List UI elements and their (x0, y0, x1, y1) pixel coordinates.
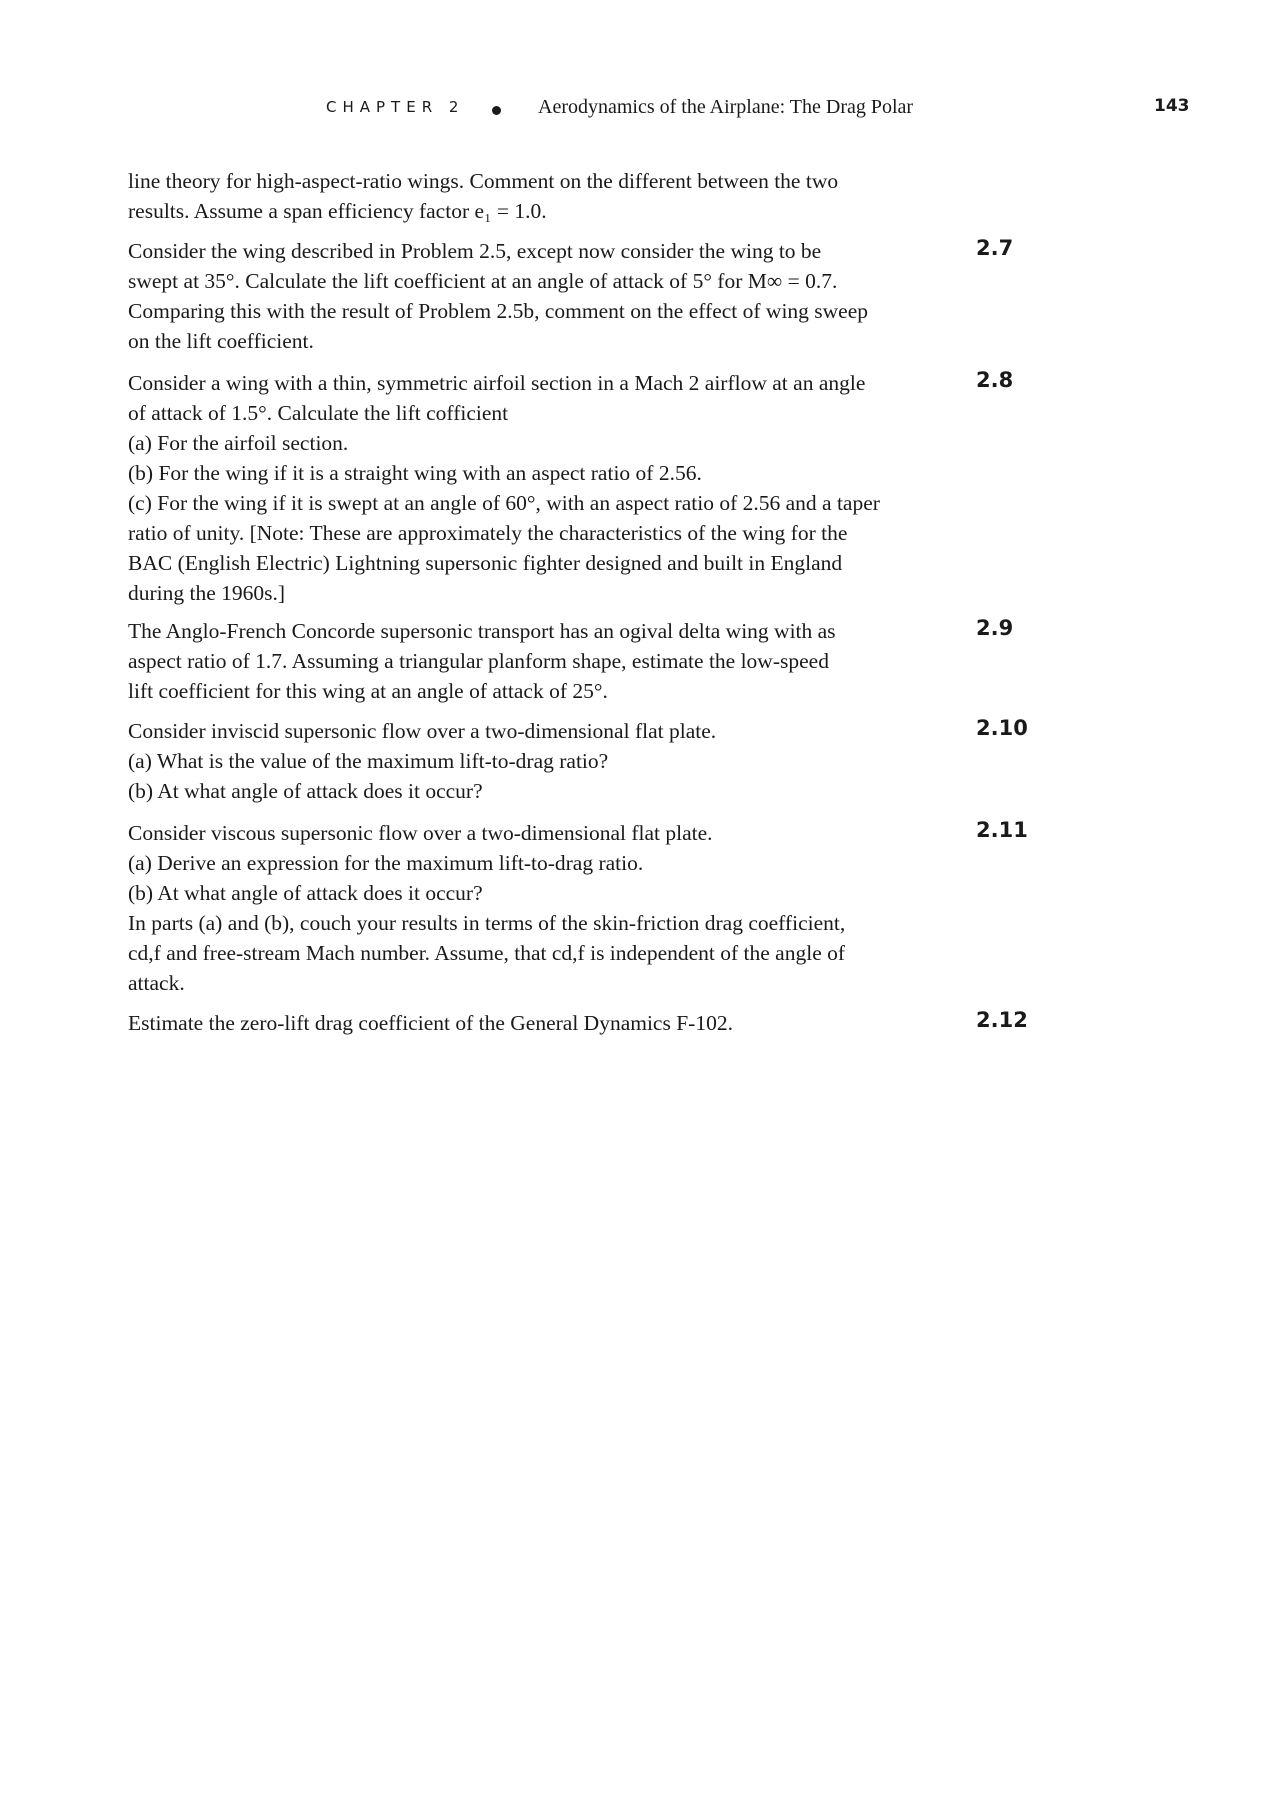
problem-line: swept at 35°. Calculate the lift coefficient at an angle of attack of 5° for M∞ = 0.7. (128, 269, 838, 293)
problem-continuation (128, 166, 948, 226)
problem-line: Consider a wing with a thin, symmetric airfoil section in a Mach 2 airflow at an angle (128, 371, 866, 395)
problem-line: lift coefficient for this wing at an angle of attack of 25°. (128, 679, 608, 703)
problem-line: (a) For the airfoil section. (128, 431, 349, 455)
running-header (0, 96, 1275, 124)
problem-number: 2.9 (976, 616, 1014, 640)
problem-2-7 (128, 236, 948, 356)
problem-line: Estimate the zero-lift drag coefficient of the General Dynamics F-102. (128, 1011, 733, 1035)
problem-line: In parts (a) and (b), couch your results in terms of the skin-friction drag coefficient, (128, 911, 846, 935)
problem-line: during the 1960s.] (128, 581, 286, 605)
problem-line: (b) For the wing if it is a straight wing with an aspect ratio of 2.56. (128, 461, 702, 485)
problem-line: cd,f and free-stream Mach number. Assume, that cd,f is independent of the angle of (128, 941, 846, 965)
problem-line: on the lift coefficient. (128, 329, 314, 353)
problem-line: aspect ratio of 1.7. Assuming a triangular planform shape, estimate the low-speed (128, 649, 829, 673)
problem-line: of attack of 1.5°. Calculate the lift cofficient (128, 401, 509, 425)
problem-2-9 (128, 616, 948, 706)
problem-line: Consider viscous supersonic flow over a two-dimensional flat plate. (128, 821, 713, 845)
problem-number: 2.10 (976, 716, 1028, 740)
problem-number: 2.7 (976, 236, 1014, 260)
problem-number: 2.12 (976, 1008, 1028, 1032)
problem-line: (b) At what angle of attack does it occur? (128, 779, 483, 803)
problem-line: attack. (128, 971, 185, 995)
problem-line: ratio of unity. [Note: These are approximately the characteristics of the wing for the (128, 521, 848, 545)
problem-line: The Anglo-French Concorde supersonic transport has an ogival delta wing with as (128, 619, 836, 643)
chapter-title: Aerodynamics of the Airplane: The Drag Polar (538, 96, 914, 118)
problem-line: Comparing this with the result of Problem 2.5b, comment on the effect of wing sweep (128, 299, 869, 323)
problem-line: (c) For the wing if it is swept at an angle of 60°, with an aspect ratio of 2.56 and a taper (128, 491, 880, 515)
problem-number: 2.8 (976, 368, 1014, 392)
problem-line: (a) Derive an expression for the maximum lift-to-drag ratio. (128, 851, 644, 875)
problem-line: (a) What is the value of the maximum lift-to-drag ratio? (128, 749, 609, 773)
problem-2-12 (128, 1008, 948, 1038)
problem-line: Consider inviscid supersonic flow over a two-dimensional flat plate. (128, 719, 717, 743)
problem-line: results. Assume a span efficiency factor e₁ = 1.0. (128, 199, 547, 223)
problem-2-10 (128, 716, 948, 806)
bullet-icon (492, 106, 501, 115)
chapter-label: CHAPTER 2 (326, 98, 465, 116)
problem-2-11 (128, 818, 948, 998)
page-number: 143 (1154, 96, 1190, 116)
problem-number: 2.11 (976, 818, 1028, 842)
problem-line: line theory for high-aspect-ratio wings. Comment on the different between the two (128, 169, 839, 193)
problem-line: BAC (English Electric) Lightning supersonic fighter designed and built in England (128, 551, 843, 575)
problem-2-8 (128, 368, 948, 608)
problem-line: Consider the wing described in Problem 2.5, except now consider the wing to be (128, 239, 822, 263)
problem-line: (b) At what angle of attack does it occur? (128, 881, 483, 905)
